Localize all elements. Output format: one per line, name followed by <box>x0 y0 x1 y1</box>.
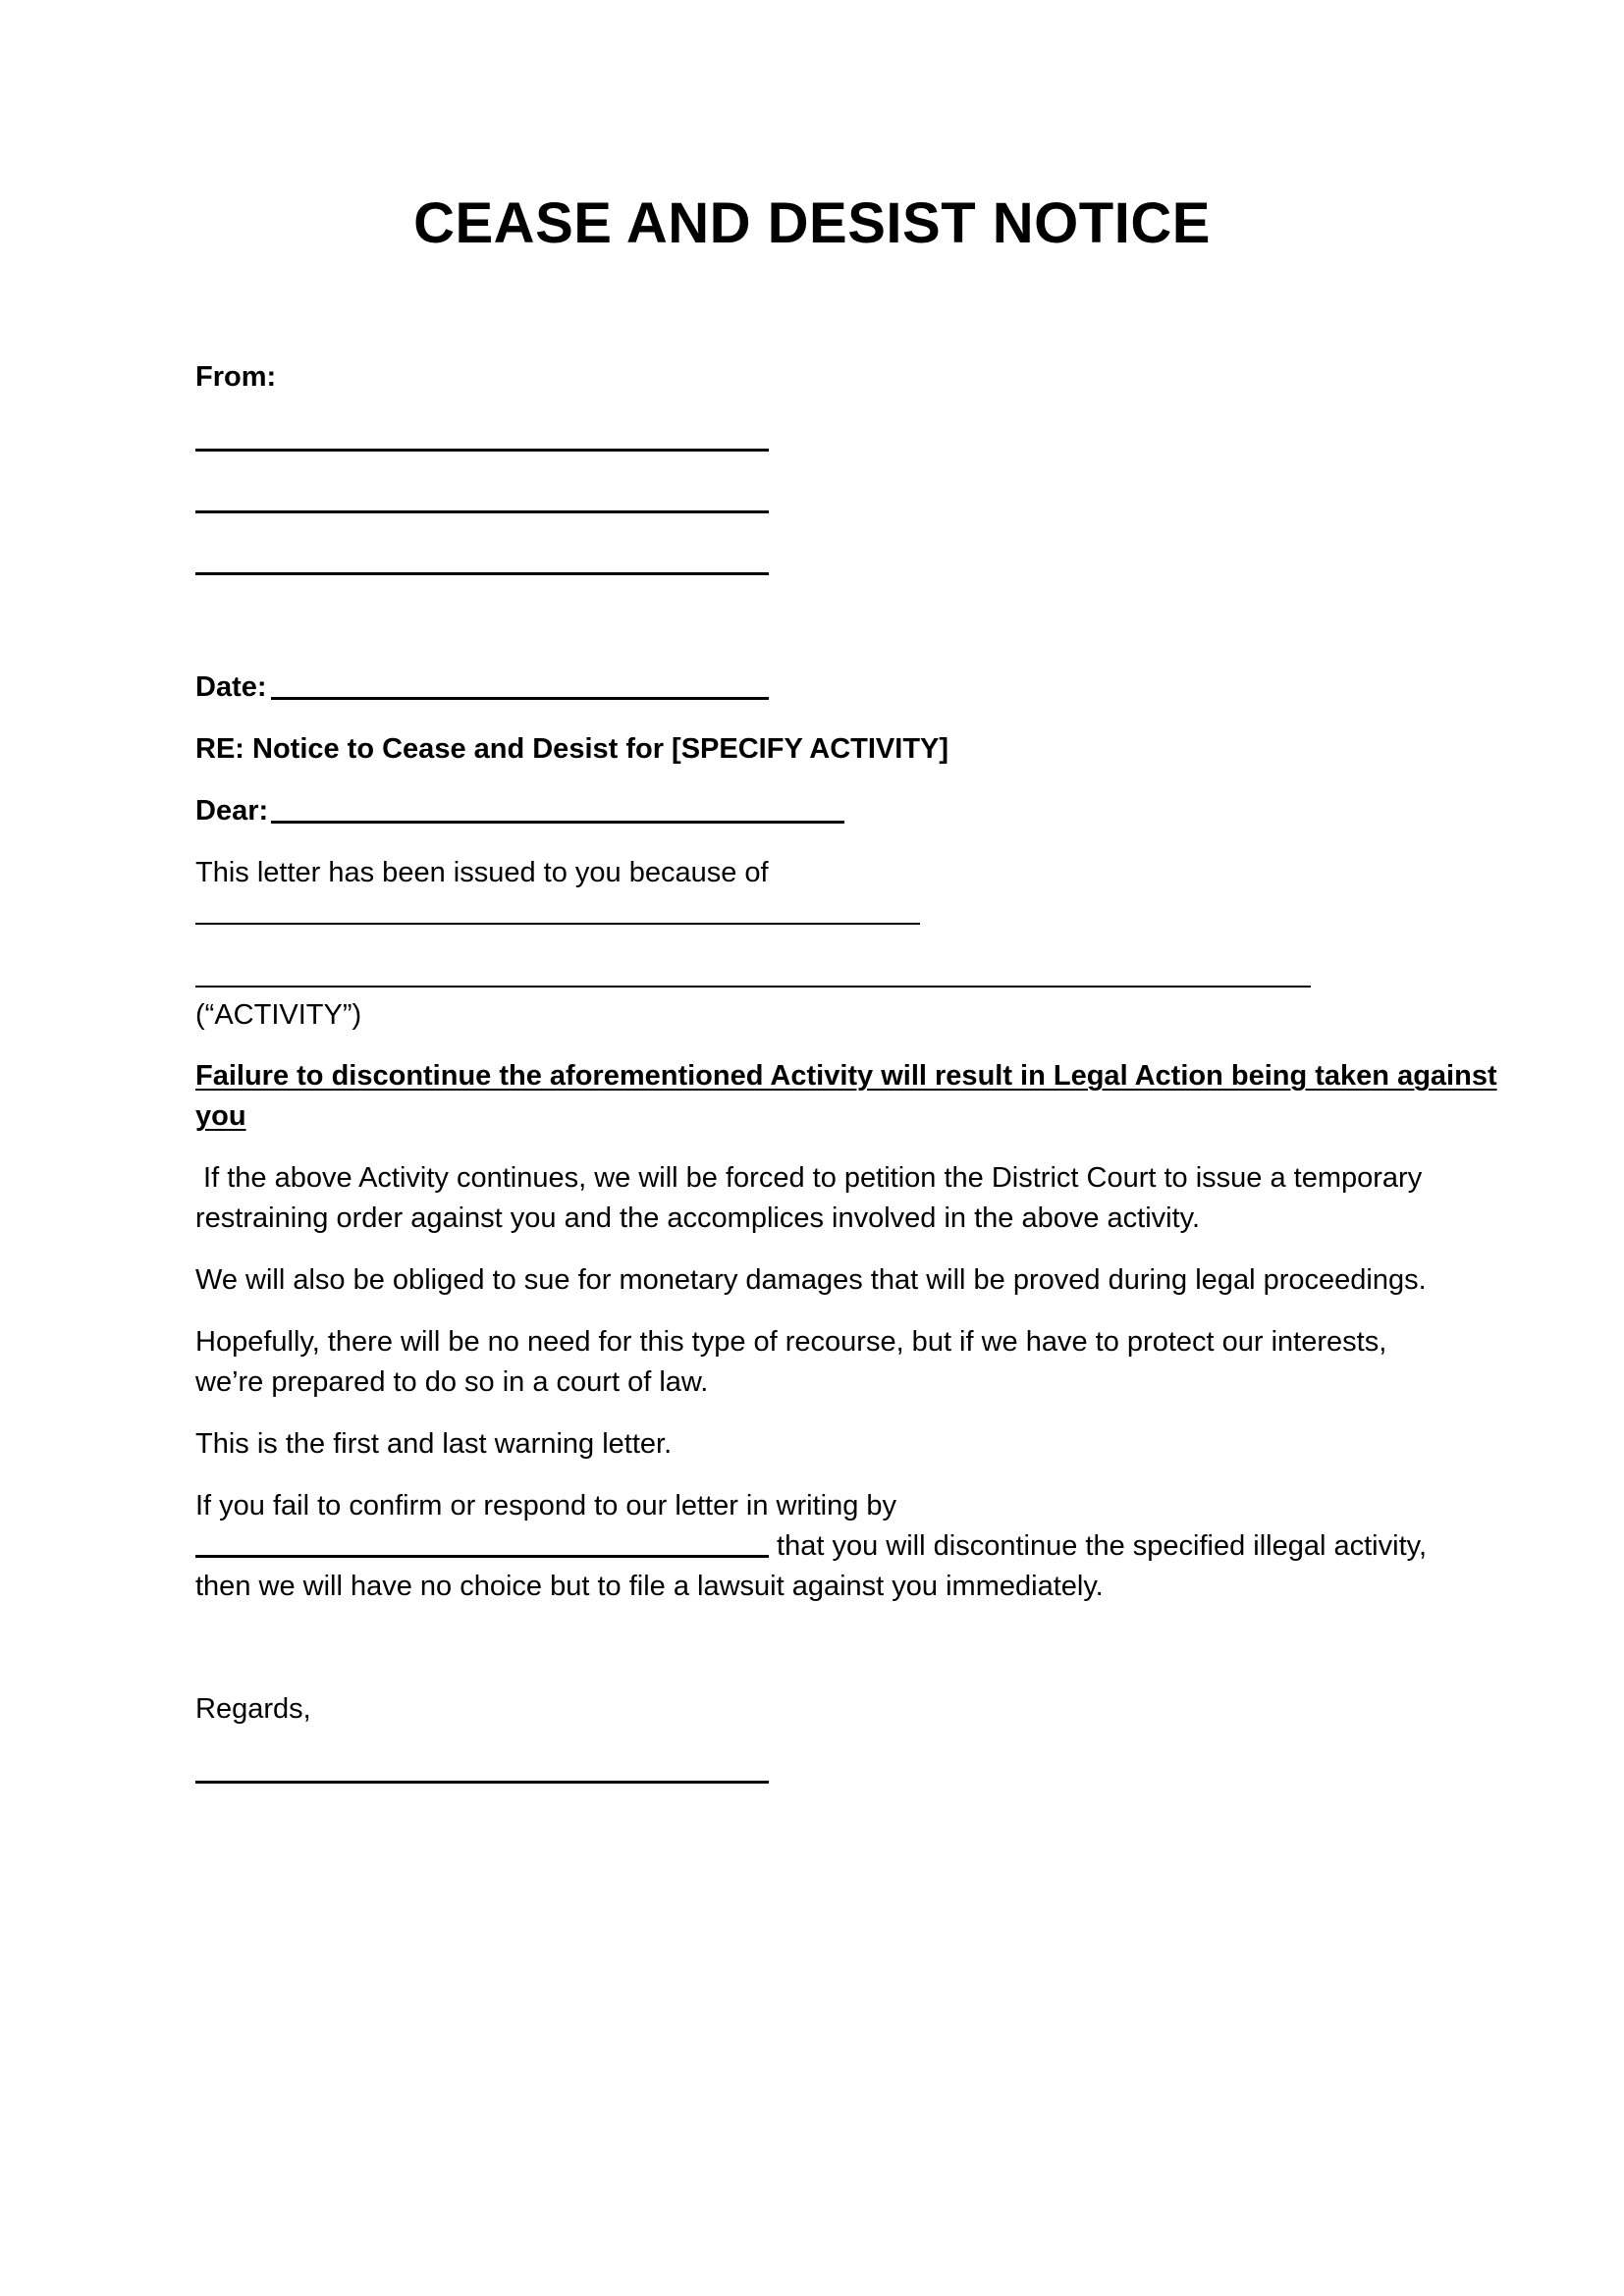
document-title: CEASE AND DESIST NOTICE <box>413 191 1211 255</box>
from-blank-line-2 <box>195 510 769 513</box>
paragraph-4: This is the first and last warning letter. <box>195 1428 673 1460</box>
activity-label: (“ACTIVITY”) <box>195 999 362 1031</box>
issued-because-text: This letter has been issued to you because of <box>195 857 769 888</box>
paragraph-5-line-2: that you will discontinue the specified illegal activity, <box>769 1530 1428 1562</box>
date-label: Date: <box>195 671 267 703</box>
date-blank-line <box>271 697 769 700</box>
dear-blank-line <box>271 821 844 824</box>
signature-blank-line <box>195 1781 769 1784</box>
paragraph-1-line-1: If the above Activity continues, we will be forced to petition the District Court to issue a temporary <box>195 1162 1423 1194</box>
activity-blank-line-1 <box>195 923 920 925</box>
regards-text: Regards, <box>195 1693 311 1725</box>
warning-line-1: Failure to discontinue the aforementioned Activity will result in Legal Action being taken against <box>195 1060 1497 1092</box>
paragraph-5-line-3: then we will have no choice but to file a lawsuit against you immediately. <box>195 1571 1104 1602</box>
from-blank-line-3 <box>195 572 769 575</box>
paragraph-2: We will also be obliged to sue for monetary damages that will be proved during legal proceedings. <box>195 1264 1427 1296</box>
from-label: From: <box>195 361 277 393</box>
paragraph-3-line-2: we’re prepared to do so in a court of law. <box>195 1366 709 1398</box>
warning-line-2: you <box>195 1100 246 1132</box>
paragraph-5-line-1: If you fail to confirm or respond to our letter in writing by <box>195 1490 897 1522</box>
respond-by-blank-line <box>195 1555 769 1558</box>
activity-blank-line-2 <box>195 986 1311 988</box>
re-line: RE: Notice to Cease and Desist for [SPECIFY ACTIVITY] <box>195 733 949 765</box>
from-blank-line-1 <box>195 449 769 452</box>
paragraph-1-line-2: restraining order against you and the accomplices involved in the above activity. <box>195 1202 1201 1234</box>
dear-label: Dear: <box>195 795 269 827</box>
paragraph-3-line-1: Hopefully, there will be no need for this type of recourse, but if we have to protect our interests, <box>195 1326 1387 1358</box>
